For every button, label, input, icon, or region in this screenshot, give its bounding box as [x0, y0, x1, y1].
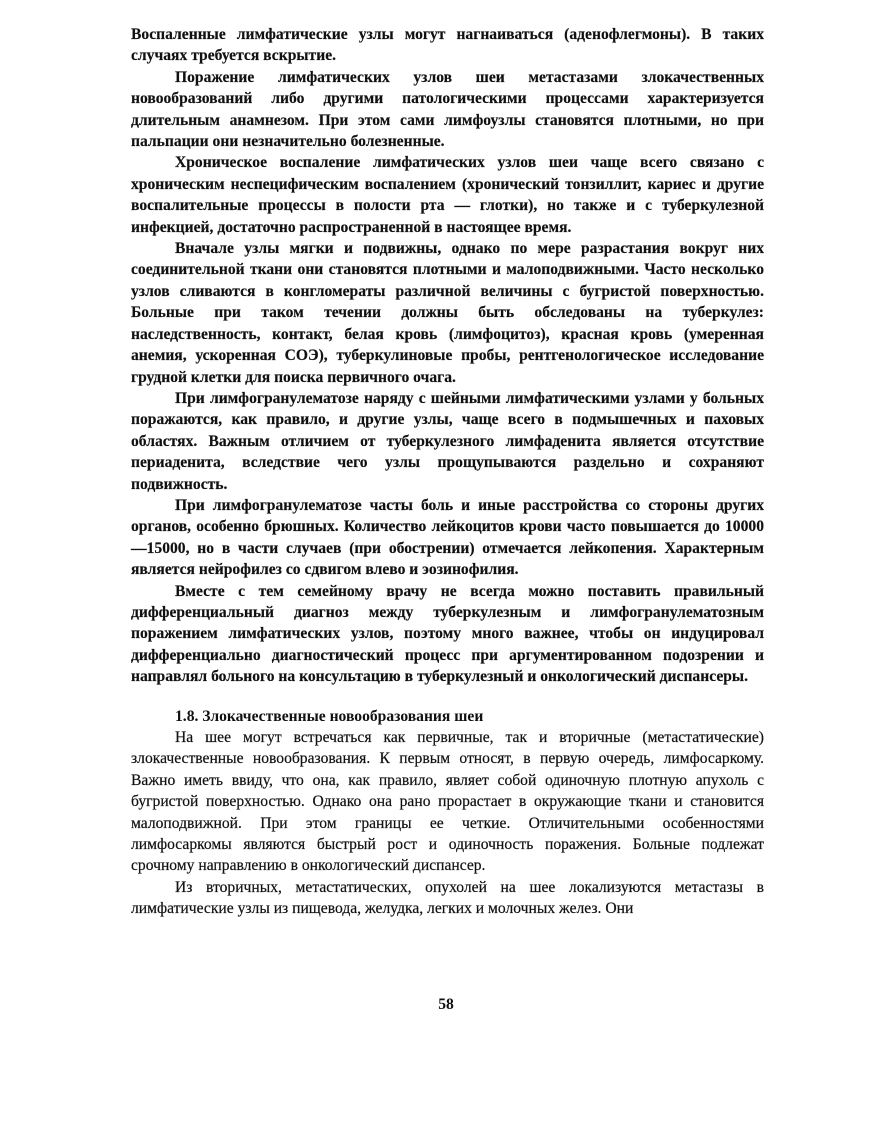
paragraph: Вначале узлы мягки и подвижны, однако по мере разрастания вокруг них соединительной ткани они становятся плотными и малоподвижными. Часто несколько узлов сливаются в конгломераты различной величины с бугристой поверхностью. Больные при таком течении должны быть обследованы на туберкулез: наследственность, контакт, белая кровь (лимфоцитоз), красная кровь (умеренная анемия, ускоренная СОЭ), туберкулиновые пробы, рентгенологическое исследование грудной клетки для поиска первичного очага. — [131, 240, 764, 386]
paragraph: Из вторичных, метастатических, опухолей на шее локализуются метастазы в лимфатические узлы из пищевода, желудка, легких и молочных желез. Они — [131, 878, 764, 918]
text-block-upper — [131, 24, 764, 688]
paragraph: При лимфогранулематозе наряду с шейными лимфатическими узлами у больных поражаются, как правило, и другие узлы, чаще всего в подмышечных и паховых областях. Важным отличием от туберкулезного лимфаденита является отсутствие периаденита, вследствие чего узлы прощупываются раздельно и сохраняют подвижность. — [131, 389, 764, 493]
paragraph: При лимфогранулематозе часты боль и иные расстройства со стороны других органов, особенно брюшных. Количество лейкоцитов крови часто повышается до 10000—15000, но в части случаев (при обострении) отмечается лейкопения. Характерным является нейрофилез со сдвигом влево и эозинофилия. — [131, 496, 764, 579]
paragraph: На шее могут встречаться как первичные, так и вторичные (метастатические) злокачественные новообразования. К первым относят, в первую очередь, лимфосаркому. Важно иметь ввиду, что она, как правило, являет собой одиночную плотную апухоль с бугристой поверхностью. Однако она рано прорастает в окружающие ткани и становится малоподвижной. При этом границы ее четкие. Отличительными особенностями лимфосаркомы являются быстрый рост и одиночность поражения. Больные подлежат срочному направлению в онкологический диспансер. — [131, 729, 764, 875]
section-heading: 1.8. Злокачественные новообразования шеи — [175, 707, 484, 725]
paragraph: Поражение лимфатических узлов шеи метастазами злокачественных новообразований либо другими патологическими процессами характеризуется длительным анамнезом. При этом сами лимфоузлы становятся плотными, но при пальпации они незначительно болезненные. — [131, 68, 764, 151]
paragraph: Вместе с тем семейному врачу не всегда можно поставить правильный дифференциальный диагноз между туберкулезным и лимфогранулематозным поражением лимфатических узлов, поэтому много важнее, чтобы он индуцировал дифференциально диагностический процесс при аргументированном подозрении и направлял больного на консультацию в туберкулезный и онкологический диспансеры. — [131, 582, 764, 686]
page-content — [131, 24, 764, 920]
text-block-lower — [131, 727, 764, 920]
paragraph: Воспаленные лимфатические узлы могут нагнаиваться (аденофлегмоны). В таких случаях требуется вскрытие. — [131, 26, 764, 65]
paragraph: Хроническое воспаление лимфатических узлов шеи чаще всего связано с хроническим неспецифическим воспалением (хронический тонзиллит, кариес и другие воспалительные процессы в полости рта — глотки), но также и с туберкулезной инфекцией, достаточно распространенной в настоящее время. — [131, 154, 764, 236]
page-number: 58 — [438, 996, 454, 1013]
